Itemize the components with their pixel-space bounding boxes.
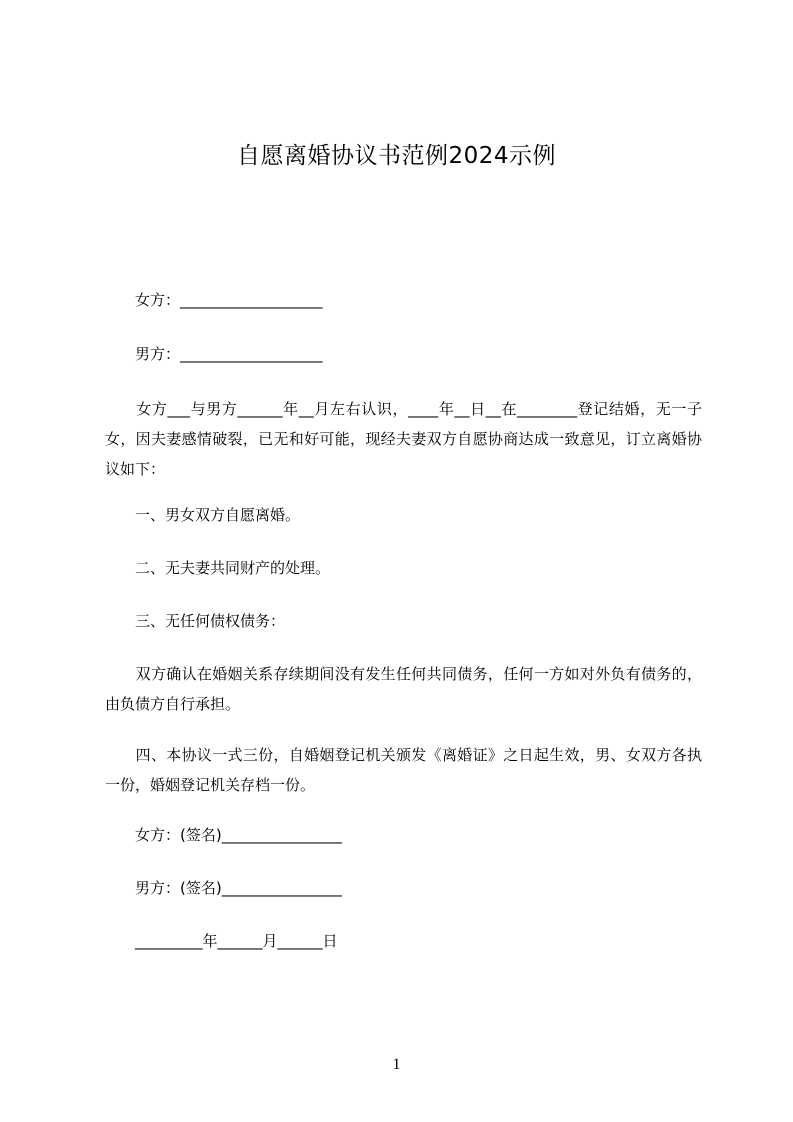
female-signature-line: 女方：(签名)________________ [105, 826, 342, 844]
male-party-line: 男方：___________________ [105, 345, 323, 363]
page-number: 1 [392, 1056, 401, 1073]
clause-three-detail: 双方确认在婚姻关系存续期间没有发生任何共同债务，任何一方如对外负有债务的，由负债方自行承担。 [105, 665, 702, 713]
female-party-line: 女方：___________________ [105, 291, 323, 309]
clause-four: 四、本协议一式三份，自婚姻登记机关颁发《离婚证》之日起生效，男、女双方各执一份，婚姻登记机关存档一份。 [105, 746, 702, 794]
date-line: _________年______月______日 [105, 932, 338, 950]
clause-one: 一、男女双方自愿离婚。 [105, 506, 301, 524]
male-signature-line: 男方：(签名)________________ [105, 879, 342, 897]
clause-three: 三、无任何债权债务： [105, 612, 286, 630]
document-title: 自愿离婚协议书范例2024示例 [236, 143, 557, 169]
clause-two: 二、无夫妻共同财产的处理。 [105, 559, 331, 577]
preamble-paragraph: 女方___与男方______年__月左右认识，____年__日__在________登记结婚，无一子女，因夫妻感情破裂，已无和好可能，现经夫妻双方自愿协商达成一致意见，订立离婚协议如下： [105, 400, 702, 478]
